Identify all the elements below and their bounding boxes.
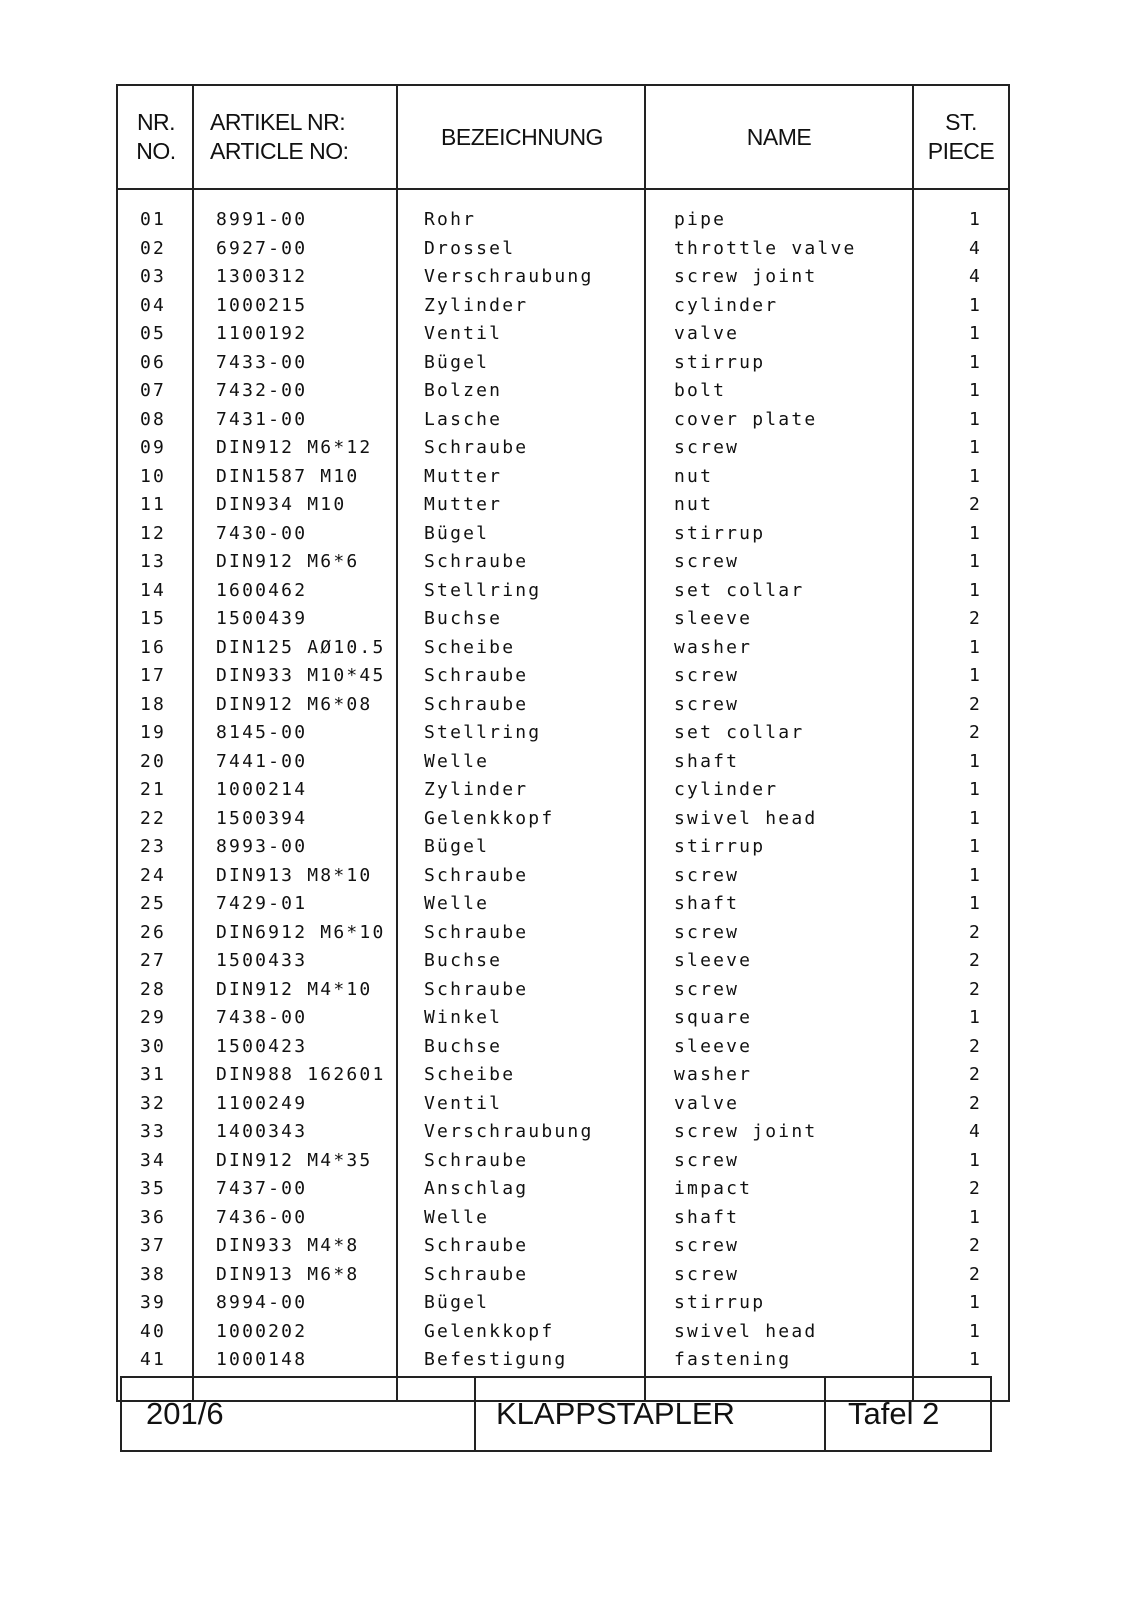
- article-number: DIN912 M4*10: [216, 978, 373, 1000]
- quantity: 1: [968, 665, 982, 686]
- article-number: DIN933 M4*8: [216, 1235, 360, 1256]
- quantity: 2: [968, 978, 982, 1000]
- english-name: cylinder: [674, 294, 779, 316]
- german-name: Schraube: [424, 693, 529, 715]
- german-name: Welle: [424, 893, 490, 914]
- header-nr-de: NR.: [136, 109, 176, 135]
- english-name: sleeve: [674, 950, 753, 971]
- item-number: 16: [140, 636, 167, 658]
- english-name: sleeve: [674, 608, 753, 629]
- english-name: screw: [674, 1263, 740, 1285]
- table-row: [118, 776, 1008, 805]
- quantity: 1: [968, 864, 982, 886]
- item-number: 33: [140, 1121, 167, 1142]
- german-name: Buchse: [424, 950, 503, 971]
- german-name: Schraube: [424, 978, 529, 1000]
- item-number: 04: [140, 294, 167, 316]
- german-name: Buchse: [424, 608, 503, 629]
- table-row: [118, 206, 1008, 235]
- german-name: Mutter: [424, 465, 503, 487]
- english-name: swivel head: [674, 1320, 818, 1342]
- article-number: 8991-00: [216, 209, 308, 230]
- german-name: Schraube: [424, 921, 529, 943]
- article-number: 7432-00: [216, 380, 308, 401]
- quantity: 2: [968, 1064, 982, 1085]
- title-block-divider: [824, 1378, 826, 1450]
- article-number: DIN125 AØ10.5: [216, 636, 386, 658]
- title-block: [120, 1376, 992, 1452]
- item-number: 31: [140, 1064, 167, 1085]
- quantity: 4: [968, 1121, 982, 1142]
- table-row: [118, 377, 1008, 406]
- quantity: 1: [968, 750, 982, 772]
- article-number: 8993-00: [216, 836, 308, 857]
- header-article-en: ARTICLE NO:: [210, 138, 349, 164]
- english-name: shaft: [674, 893, 740, 914]
- header-piece-de: ST.: [945, 109, 977, 135]
- item-number: 23: [140, 836, 167, 857]
- german-name: Mutter: [424, 494, 503, 515]
- english-name: nut: [674, 494, 714, 515]
- item-number: 25: [140, 893, 167, 914]
- quantity: 1: [968, 408, 982, 430]
- english-name: screw: [674, 921, 740, 943]
- german-name: Schraube: [424, 864, 529, 886]
- quantity: 2: [968, 1235, 982, 1256]
- table-row: [118, 833, 1008, 862]
- english-name: washer: [674, 636, 753, 658]
- table-row: [118, 1346, 1008, 1375]
- table-row: [118, 1033, 1008, 1062]
- english-name: screw: [674, 437, 740, 458]
- table-row: [118, 862, 1008, 891]
- table-row: [118, 976, 1008, 1005]
- article-number: 1500394: [216, 807, 308, 829]
- german-name: Bügel: [424, 351, 490, 373]
- table-row: [118, 235, 1008, 264]
- article-number: 1000148: [216, 1349, 308, 1370]
- table-row: [118, 1318, 1008, 1347]
- quantity: 1: [968, 893, 982, 914]
- english-name: nut: [674, 465, 714, 487]
- article-number: 1500423: [216, 1035, 308, 1057]
- article-number: 1500433: [216, 950, 308, 971]
- article-number: 7437-00: [216, 1178, 308, 1199]
- article-number: DIN912 M6*12: [216, 437, 373, 458]
- article-number: 7438-00: [216, 1007, 308, 1028]
- quantity: 2: [968, 494, 982, 515]
- article-number: DIN913 M8*10: [216, 864, 373, 886]
- english-name: sleeve: [674, 1035, 753, 1057]
- table-row: [118, 605, 1008, 634]
- table-row: [118, 577, 1008, 606]
- german-name: Stellring: [424, 722, 542, 743]
- german-name: Bügel: [424, 522, 490, 544]
- article-number: 1000202: [216, 1320, 308, 1342]
- german-name: Welle: [424, 750, 490, 772]
- english-name: set collar: [674, 722, 805, 743]
- german-name: Gelenkkopf: [424, 807, 555, 829]
- article-number: 7441-00: [216, 750, 308, 772]
- item-number: 07: [140, 380, 167, 401]
- header-piece-en: PIECE: [927, 138, 995, 164]
- table-row: [118, 1232, 1008, 1261]
- english-name: screw: [674, 665, 740, 686]
- item-number: 19: [140, 722, 167, 743]
- quantity: 2: [968, 1035, 982, 1057]
- german-name: Lasche: [424, 408, 503, 430]
- header-name-label: NAME: [746, 123, 812, 150]
- parts-table: [116, 84, 1010, 1402]
- german-name: Bügel: [424, 1292, 490, 1313]
- quantity: 1: [968, 1206, 982, 1228]
- table-row: [118, 662, 1008, 691]
- quantity: 1: [968, 836, 982, 857]
- parts-list-sheet: [116, 84, 1010, 1480]
- item-number: 38: [140, 1263, 167, 1285]
- german-name: Bolzen: [424, 380, 503, 401]
- item-number: 02: [140, 237, 167, 259]
- german-name: Befestigung: [424, 1349, 568, 1370]
- item-number: 24: [140, 864, 167, 886]
- header-article: [210, 86, 400, 188]
- article-number: DIN912 M4*35: [216, 1149, 373, 1171]
- german-name: Stellring: [424, 579, 542, 601]
- header-bezeichnung: [398, 86, 646, 188]
- quantity: 1: [968, 437, 982, 458]
- article-number: 1300312: [216, 266, 308, 287]
- table-row: [118, 1175, 1008, 1204]
- table-row: [118, 1118, 1008, 1147]
- english-name: screw: [674, 693, 740, 715]
- table-row: [118, 890, 1008, 919]
- header-name: [646, 86, 912, 188]
- item-number: 29: [140, 1007, 167, 1028]
- german-name: Scheibe: [424, 636, 516, 658]
- item-number: 35: [140, 1178, 167, 1199]
- quantity: 2: [968, 1178, 982, 1199]
- english-name: screw joint: [674, 266, 818, 287]
- english-name: throttle valve: [674, 237, 857, 259]
- german-name: Scheibe: [424, 1064, 516, 1085]
- article-number: 8145-00: [216, 722, 308, 743]
- german-name: Welle: [424, 1206, 490, 1228]
- english-name: screw: [674, 551, 740, 572]
- quantity: 1: [968, 294, 982, 316]
- article-number: 1600462: [216, 579, 308, 601]
- german-name: Verschraubung: [424, 266, 594, 287]
- german-name: Schraube: [424, 1149, 529, 1171]
- item-number: 13: [140, 551, 167, 572]
- table-header: [118, 86, 1008, 190]
- article-number: DIN912 M6*6: [216, 551, 360, 572]
- english-name: screw: [674, 1235, 740, 1256]
- german-name: Verschraubung: [424, 1121, 594, 1142]
- german-name: Winkel: [424, 1007, 503, 1028]
- quantity: 1: [968, 1349, 982, 1370]
- item-number: 10: [140, 465, 167, 487]
- table-row: [118, 1261, 1008, 1290]
- table-row: [118, 520, 1008, 549]
- german-name: Ventil: [424, 1092, 503, 1114]
- english-name: stirrup: [674, 1292, 766, 1313]
- quantity: 2: [968, 693, 982, 715]
- item-number: 20: [140, 750, 167, 772]
- quantity: 1: [968, 1320, 982, 1342]
- article-number: DIN988 162601: [216, 1064, 386, 1085]
- german-name: Gelenkkopf: [424, 1320, 555, 1342]
- english-name: swivel head: [674, 807, 818, 829]
- english-name: shaft: [674, 750, 740, 772]
- quantity: 2: [968, 921, 982, 943]
- table-body: [118, 206, 1008, 1375]
- article-number: DIN6912 M6*10: [216, 921, 386, 943]
- table-row: [118, 1061, 1008, 1090]
- quantity: 1: [968, 351, 982, 373]
- english-name: impact: [674, 1178, 753, 1199]
- german-name: Bügel: [424, 836, 490, 857]
- article-number: 1500439: [216, 608, 308, 629]
- english-name: screw: [674, 864, 740, 886]
- table-row: [118, 292, 1008, 321]
- english-name: fastening: [674, 1349, 792, 1370]
- table-row: [118, 634, 1008, 663]
- table-row: [118, 805, 1008, 834]
- german-name: Zylinder: [424, 294, 529, 316]
- english-name: stirrup: [674, 351, 766, 373]
- header-nr-en: NO.: [136, 138, 176, 164]
- german-name: Ventil: [424, 323, 503, 344]
- header-nr: [118, 86, 194, 188]
- item-number: 08: [140, 408, 167, 430]
- german-name: Schraube: [424, 551, 529, 572]
- article-number: 7430-00: [216, 522, 308, 544]
- article-number: DIN933 M10*45: [216, 665, 386, 686]
- english-name: screw: [674, 978, 740, 1000]
- table-row: [118, 491, 1008, 520]
- table-row: [118, 1090, 1008, 1119]
- quantity: 1: [968, 779, 982, 800]
- item-number: 28: [140, 978, 167, 1000]
- header-bezeichnung-label: BEZEICHNUNG: [441, 123, 603, 150]
- quantity: 1: [968, 807, 982, 829]
- table-row: [118, 719, 1008, 748]
- table-row: [118, 947, 1008, 976]
- article-number: DIN1587 M10: [216, 465, 360, 487]
- article-number: 1000214: [216, 779, 308, 800]
- quantity: 1: [968, 579, 982, 601]
- article-number: 6927-00: [216, 237, 308, 259]
- item-number: 32: [140, 1092, 167, 1114]
- item-number: 03: [140, 266, 167, 287]
- german-name: Schraube: [424, 437, 529, 458]
- article-number: 1400343: [216, 1121, 308, 1142]
- english-name: screw: [674, 1149, 740, 1171]
- quantity: 4: [968, 237, 982, 259]
- table-row: [118, 748, 1008, 777]
- quantity: 1: [968, 522, 982, 544]
- german-name: Anschlag: [424, 1178, 529, 1199]
- quantity: 2: [968, 1263, 982, 1285]
- item-number: 27: [140, 950, 167, 971]
- title-block-divider: [474, 1378, 476, 1450]
- table-row: [118, 320, 1008, 349]
- table-row: [118, 263, 1008, 292]
- quantity: 2: [968, 1092, 982, 1114]
- table-row: [118, 919, 1008, 948]
- quantity: 1: [968, 323, 982, 344]
- table-row: [118, 434, 1008, 463]
- table-row: [118, 463, 1008, 492]
- quantity: 1: [968, 1149, 982, 1171]
- item-number: 11: [140, 494, 167, 515]
- english-name: square: [674, 1007, 753, 1028]
- quantity: 2: [968, 608, 982, 629]
- article-number: DIN912 M6*08: [216, 693, 373, 715]
- item-number: 15: [140, 608, 167, 629]
- quantity: 1: [968, 380, 982, 401]
- item-number: 05: [140, 323, 167, 344]
- quantity: 2: [968, 722, 982, 743]
- item-number: 36: [140, 1206, 167, 1228]
- german-name: Zylinder: [424, 779, 529, 800]
- table-row: [118, 349, 1008, 378]
- english-name: cover plate: [674, 408, 818, 430]
- table-row: [118, 1004, 1008, 1033]
- table-row: [118, 406, 1008, 435]
- quantity: 1: [968, 465, 982, 487]
- quantity: 1: [968, 551, 982, 572]
- article-number: 1100192: [216, 323, 308, 344]
- table-row: [118, 1147, 1008, 1176]
- drawing-number: 201/6: [146, 1396, 224, 1431]
- item-number: 39: [140, 1292, 167, 1313]
- german-name: Buchse: [424, 1035, 503, 1057]
- quantity: 2: [968, 950, 982, 971]
- english-name: shaft: [674, 1206, 740, 1228]
- article-number: 7436-00: [216, 1206, 308, 1228]
- item-number: 30: [140, 1035, 167, 1057]
- article-number: DIN913 M6*8: [216, 1263, 360, 1285]
- item-number: 37: [140, 1235, 167, 1256]
- table-row: [118, 691, 1008, 720]
- english-name: valve: [674, 323, 740, 344]
- item-number: 41: [140, 1349, 167, 1370]
- german-name: Rohr: [424, 209, 477, 230]
- german-name: Schraube: [424, 1235, 529, 1256]
- english-name: cylinder: [674, 779, 779, 800]
- item-number: 21: [140, 779, 167, 800]
- quantity: 1: [968, 636, 982, 658]
- item-number: 17: [140, 665, 167, 686]
- quantity: 4: [968, 266, 982, 287]
- article-number: 8994-00: [216, 1292, 308, 1313]
- item-number: 26: [140, 921, 167, 943]
- english-name: screw joint: [674, 1121, 818, 1142]
- item-number: 18: [140, 693, 167, 715]
- item-number: 06: [140, 351, 167, 373]
- item-number: 09: [140, 437, 167, 458]
- item-number: 34: [140, 1149, 167, 1171]
- item-number: 12: [140, 522, 167, 544]
- english-name: stirrup: [674, 836, 766, 857]
- header-piece: [912, 86, 1010, 188]
- table-row: [118, 548, 1008, 577]
- article-number: DIN934 M10: [216, 494, 347, 515]
- quantity: 1: [968, 1007, 982, 1028]
- article-number: 1000215: [216, 294, 308, 316]
- item-number: 01: [140, 209, 167, 230]
- quantity: 1: [968, 209, 982, 230]
- english-name: set collar: [674, 579, 805, 601]
- item-number: 40: [140, 1320, 167, 1342]
- machine-title: KLAPPSTAPLER: [496, 1396, 735, 1431]
- plate-number: Tafel 2: [848, 1396, 940, 1431]
- table-row: [118, 1289, 1008, 1318]
- german-name: Schraube: [424, 665, 529, 686]
- german-name: Schraube: [424, 1263, 529, 1285]
- item-number: 22: [140, 807, 167, 829]
- article-number: 7433-00: [216, 351, 308, 373]
- article-number: 7429-01: [216, 893, 308, 914]
- english-name: valve: [674, 1092, 740, 1114]
- german-name: Drossel: [424, 237, 516, 259]
- header-article-de: ARTIKEL NR:: [210, 109, 346, 135]
- english-name: washer: [674, 1064, 753, 1085]
- table-row: [118, 1204, 1008, 1233]
- quantity: 1: [968, 1292, 982, 1313]
- english-name: pipe: [674, 209, 727, 230]
- item-number: 14: [140, 579, 167, 601]
- article-number: 7431-00: [216, 408, 308, 430]
- english-name: stirrup: [674, 522, 766, 544]
- english-name: bolt: [674, 380, 727, 401]
- article-number: 1100249: [216, 1092, 308, 1114]
